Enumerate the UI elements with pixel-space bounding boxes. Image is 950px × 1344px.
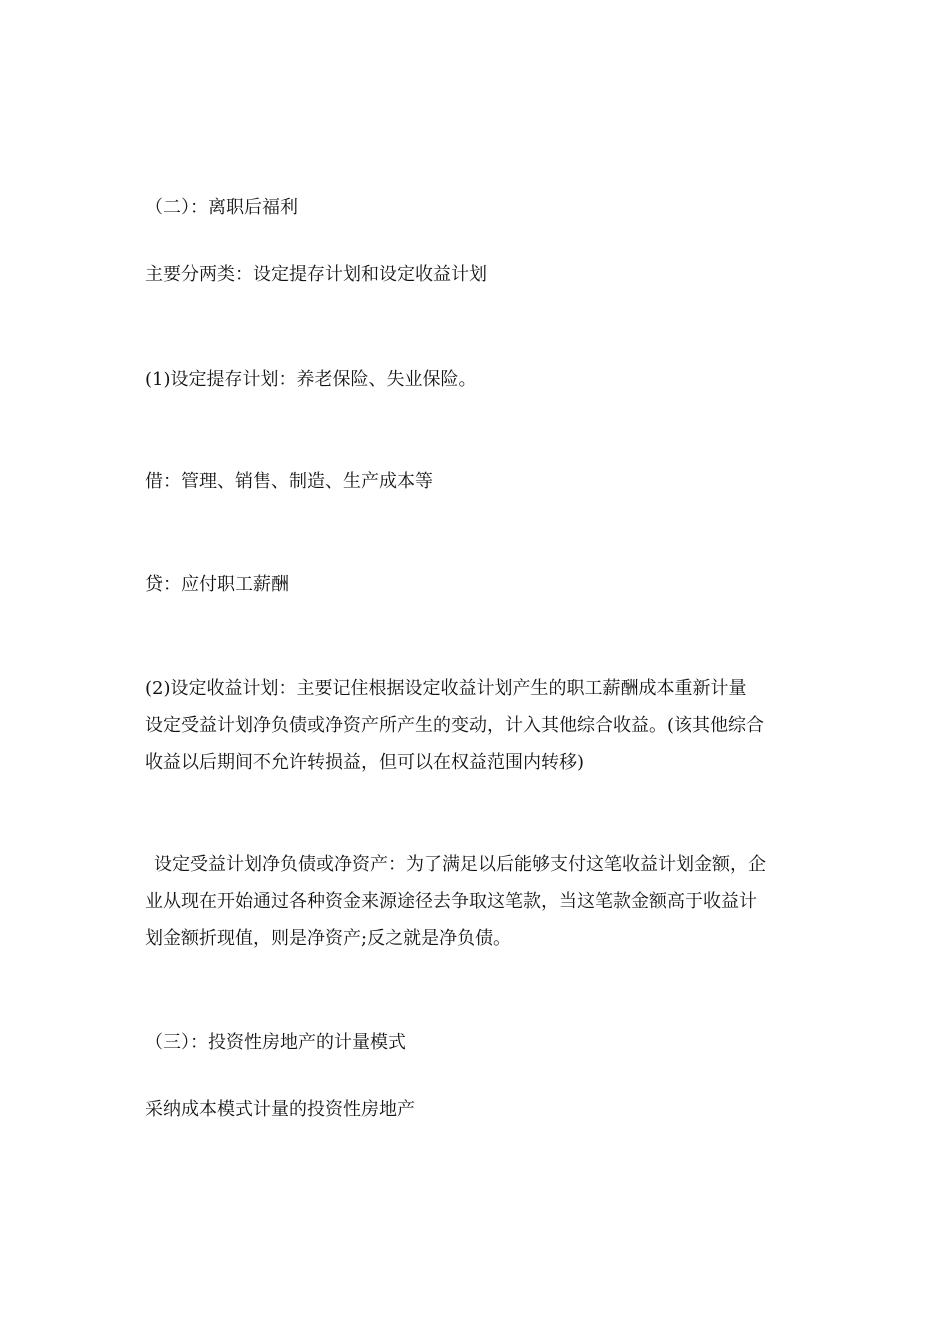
item-one-text: (1)设定提存计划：养老保险、失业保险。 xyxy=(145,369,477,390)
section-heading-three: （三）：投资性房地产的计量模式 xyxy=(145,1032,406,1053)
debit-entry: 借：管理、销售、制造、生产成本等 xyxy=(145,471,433,492)
net-liability-paragraph xyxy=(145,846,815,957)
item-two-line: 设定受益计划净负债或净资产所产生的变动，计入其他综合收益。(该其他综合 xyxy=(145,715,765,736)
item-two-line: (2)设定收益计划：主要记住根据设定收益计划产生的职工薪酬成本重新计量 xyxy=(145,678,747,699)
net-liability-line: 划金额折现值，则是净资产;反之就是净负债。 xyxy=(145,928,512,949)
section-heading-two: （二）：离职后福利 xyxy=(145,197,298,218)
credit-entry: 贷：应付职工薪酬 xyxy=(145,574,289,595)
net-liability-line: 业从现在开始通过各种资金来源途径去争取这笔款，当这笔款金额高于收益计 xyxy=(145,891,757,912)
cost-model-text: 采纳成本模式计量的投资性房地产 xyxy=(145,1099,415,1120)
item-two-line: 收益以后期间不允许转损益，但可以在权益范围内转移) xyxy=(145,752,585,773)
net-liability-line: 设定受益计划净负债或净资产：为了满足以后能够支付这笔收益计划金额，企 xyxy=(154,854,766,875)
item-two-paragraph xyxy=(145,670,815,781)
intro-text: 主要分两类：设定提存计划和设定收益计划 xyxy=(145,264,487,285)
